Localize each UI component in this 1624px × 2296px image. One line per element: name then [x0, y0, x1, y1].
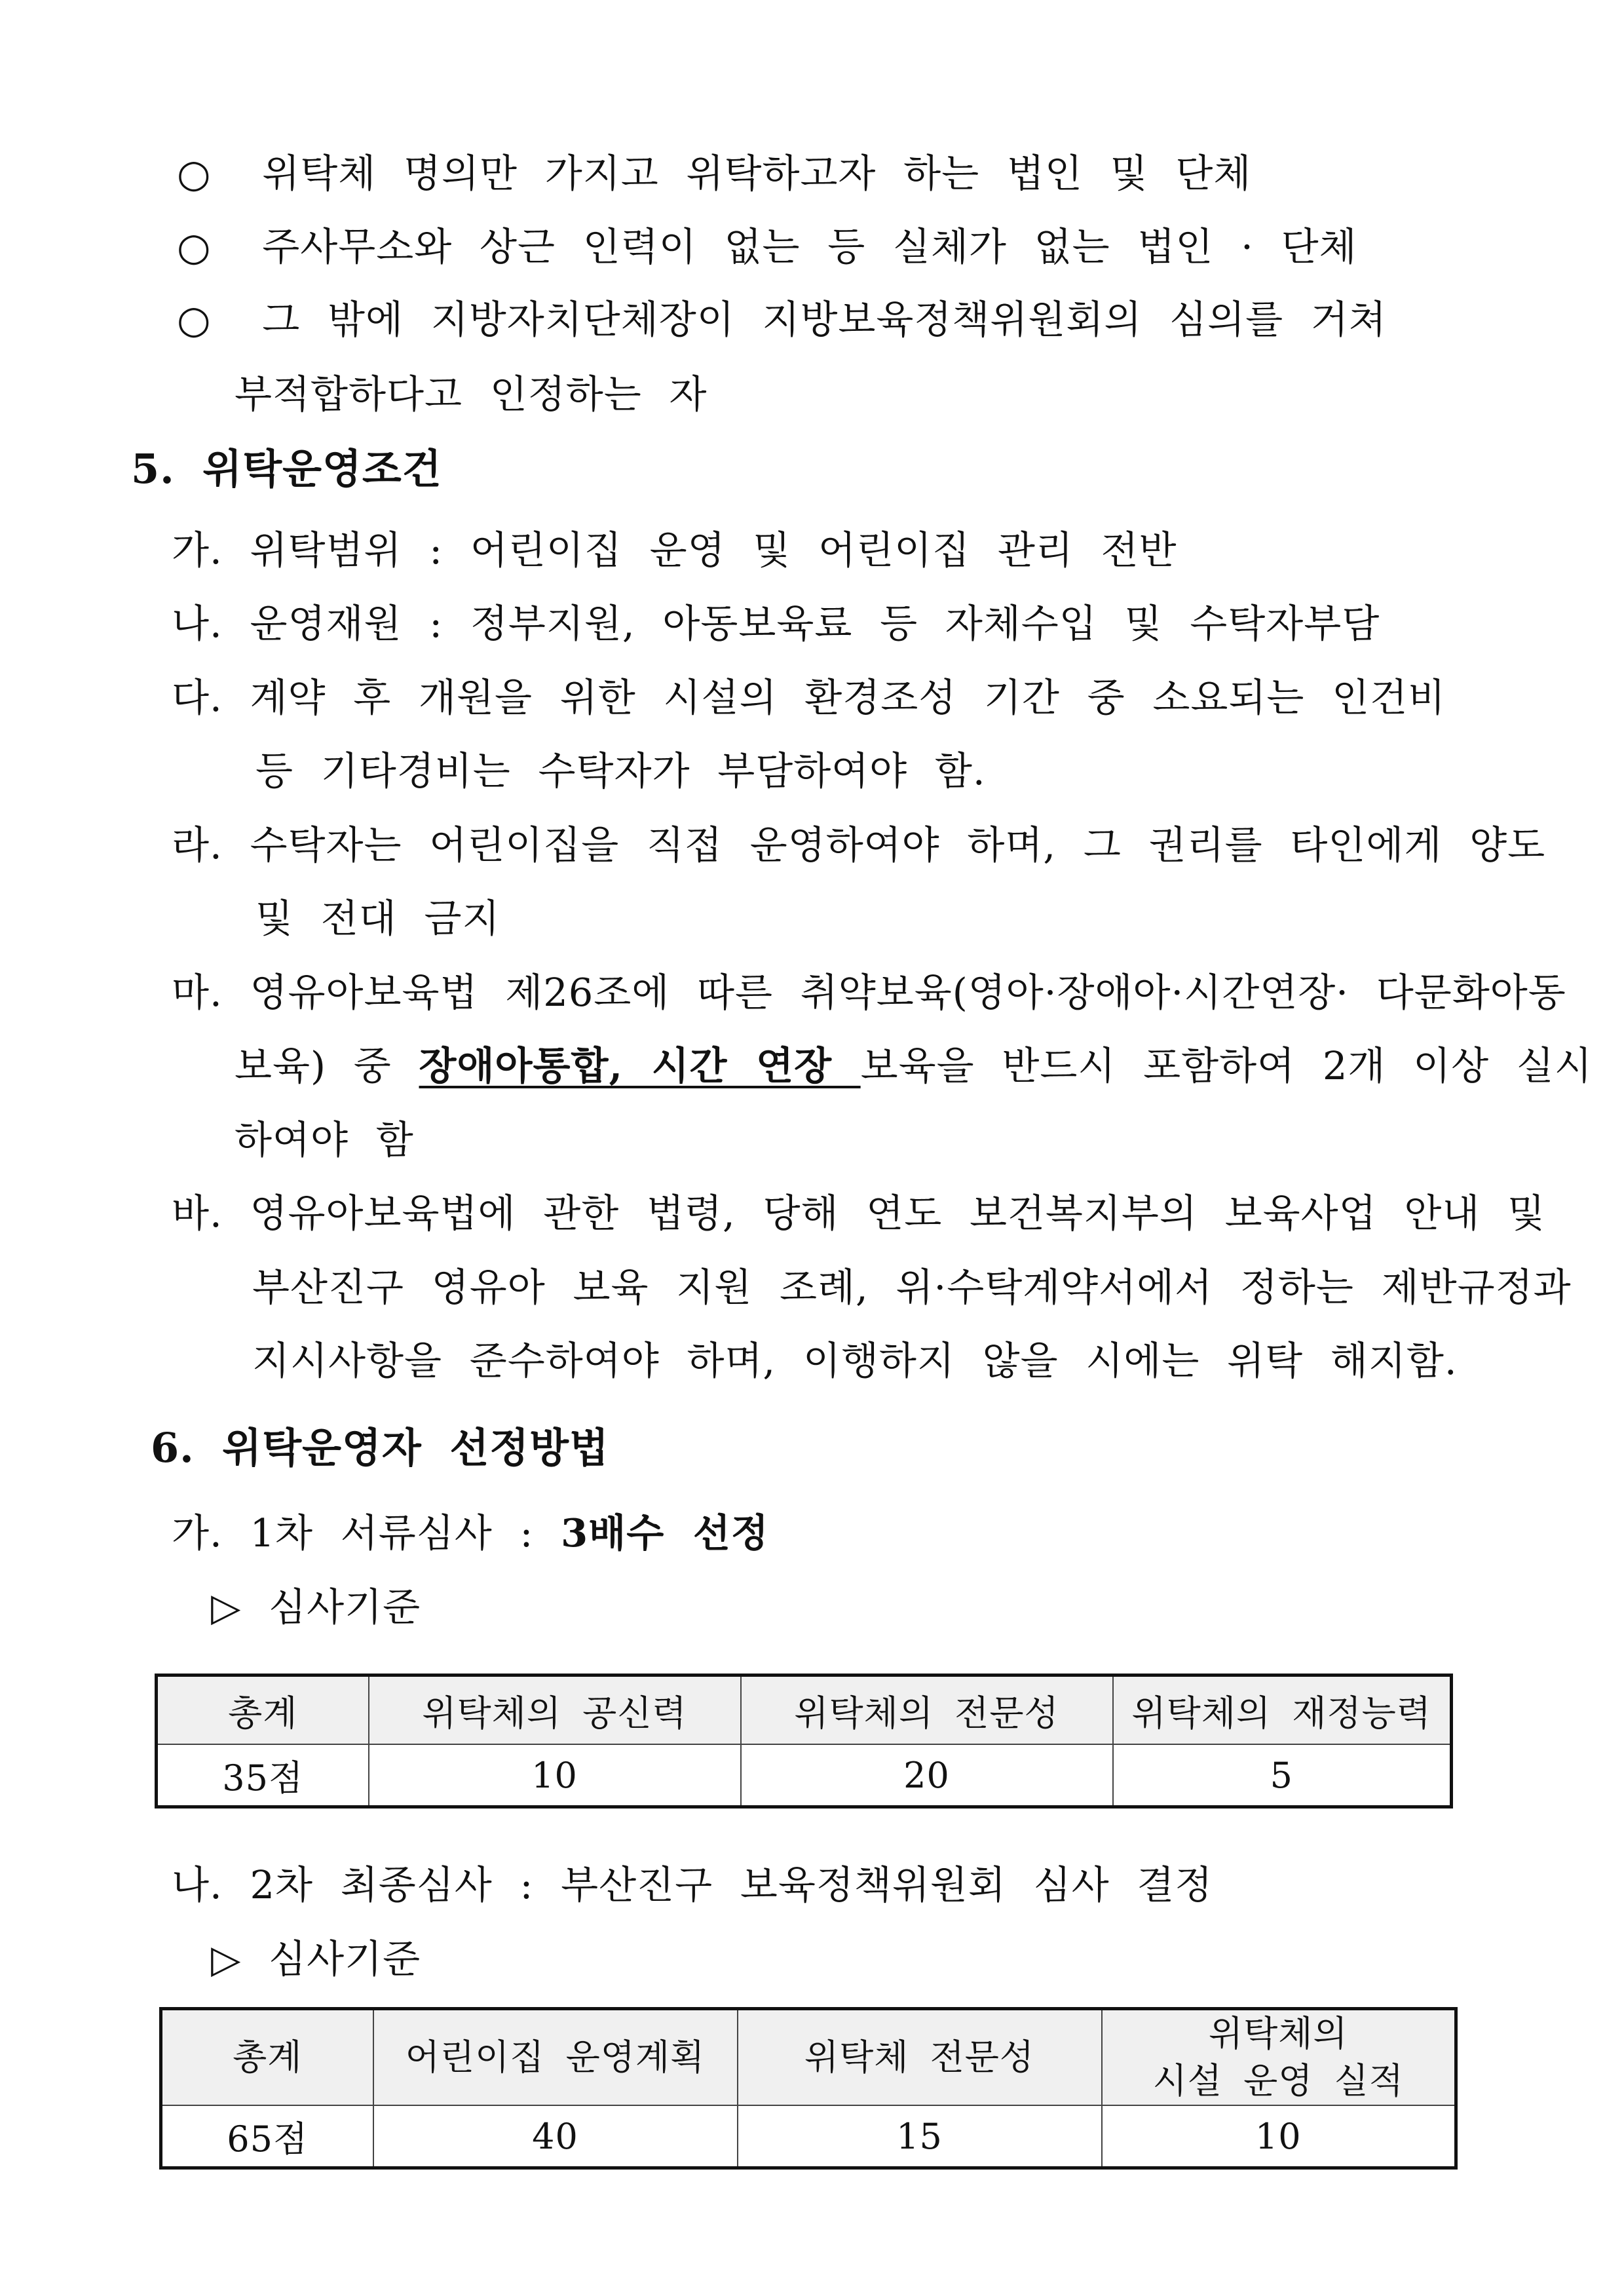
step-2-line: 나. 2차 최종심사 : 부산진구 보육정책위원회 심사 결정: [172, 1862, 1213, 1907]
section-5-item-ga: 가. 위탁범위 : 어린이집 운영 및 어린이집 관리 전반: [172, 527, 1177, 573]
table-header-cell: 총계: [157, 1675, 369, 1745]
section-5-item-ma-continuation: [235, 1040, 1593, 1092]
section-5-item-ma: 마. 영유아보육법 제26조에 따른 취약보육(영아·장애아·시간연장· 다문화아동: [172, 970, 1566, 1015]
table-row: [161, 2105, 1456, 2168]
bullet-item-3-continuation: 부적합하다고 인정하는 자: [235, 372, 708, 417]
table-header-cell: 총계: [161, 2009, 373, 2106]
table-header-row: [157, 1675, 1452, 1745]
table-header-cell: 위탁체의 재정능력: [1113, 1675, 1452, 1745]
table-cell: 20: [741, 1744, 1113, 1807]
circle-bullet-icon: ○: [177, 224, 212, 269]
table-header-cell: [1102, 2009, 1456, 2106]
section-5-heading: 5. 위탁운영조건: [131, 445, 442, 493]
section-5-item-ba-continuation-2: 지시사항을 준수하여야 하며, 이행하지 않을 시에는 위탁 해지함.: [252, 1338, 1458, 1383]
bullet-text: 위탁체 명의만 가지고 위탁하고자 하는 법인 및 단체: [262, 151, 1252, 196]
circle-bullet-icon: ○: [177, 297, 212, 342]
section-5-item-na: 나. 운영재원 : 정부지원, 아동보육료 등 자체수입 및 수탁자부담: [172, 601, 1380, 646]
table-cell: 35점: [157, 1744, 369, 1807]
bullet-item-1: [177, 147, 1251, 200]
table-header-cell-line: 시설 운영 실적: [1152, 2060, 1404, 2101]
ma-underlined-text: 장애아통합, 시간 연장: [419, 1043, 861, 1088]
table-header-cell-line: 위탁체의: [1208, 2013, 1348, 2054]
section-5-item-ra-continuation: 및 전대 금지: [255, 896, 500, 941]
ma-text-post: 보육을 반드시 포함하여 2개 이상 실시: [860, 1043, 1593, 1088]
table-header-cell: 위탁체의 전문성: [741, 1675, 1113, 1745]
section-5-item-ba: 바. 영유아보육법에 관한 법령, 당해 연도 보건복지부의 보육사업 안내 및: [172, 1191, 1546, 1236]
section-5-item-da: 다. 계약 후 개원을 위한 시설의 환경조성 기간 중 소요되는 인건비: [172, 675, 1446, 720]
table-header-cell: 위탁체의 공신력: [369, 1675, 741, 1745]
table-cell: 65점: [161, 2105, 373, 2168]
step-1-text: 가. 1차 서류심사 :: [172, 1510, 561, 1556]
table-row: [157, 1744, 1452, 1807]
criteria-table-2: [159, 2007, 1458, 2170]
criteria-table-1: [155, 1674, 1453, 1808]
bullet-item-3: [177, 294, 1387, 346]
table-cell: 15: [738, 2105, 1102, 2168]
table-cell: 10: [369, 1744, 741, 1807]
bullet-item-2: [177, 221, 1357, 273]
table-header-cell: 위탁체 전문성: [738, 2009, 1102, 2106]
step-1-line: [172, 1507, 769, 1559]
step-2-criteria-label: ▷ 심사기준: [211, 1936, 421, 1981]
section-5-item-ma-continuation-2: 하여야 함: [235, 1117, 414, 1162]
section-5-item-da-continuation: 등 기타경비는 수탁자가 부담하여야 함.: [255, 748, 986, 794]
bullet-text: 그 밖에 지방자치단체장이 지방보육정책위원회의 심의를 거쳐: [262, 297, 1387, 342]
section-5-item-ra: 라. 수탁자는 어린이집을 직접 운영하여야 하며, 그 권리를 타인에게 양도: [172, 822, 1546, 868]
bullet-text: 주사무소와 상근 인력이 없는 등 실체가 없는 법인 · 단체: [262, 224, 1357, 269]
table-header-cell: 어린이집 운영계획: [373, 2009, 738, 2106]
circle-bullet-icon: ○: [177, 151, 212, 196]
table-cell: 40: [373, 2105, 738, 2168]
section-6-heading: 6. 위탁운영자 선정방법: [151, 1424, 609, 1472]
step-1-emphasis: 3배수 선정: [561, 1510, 769, 1556]
table-header-row: [161, 2009, 1456, 2106]
table-cell: 5: [1113, 1744, 1452, 1807]
section-5-item-ba-continuation: 부산진구 영유아 보육 지원 조례, 위·수탁계약서에서 정하는 제반규정과: [252, 1265, 1572, 1310]
ma-text-pre: 보육) 중: [235, 1043, 419, 1088]
table-cell: 10: [1102, 2105, 1456, 2168]
step-1-criteria-label: ▷ 심사기준: [211, 1584, 421, 1630]
